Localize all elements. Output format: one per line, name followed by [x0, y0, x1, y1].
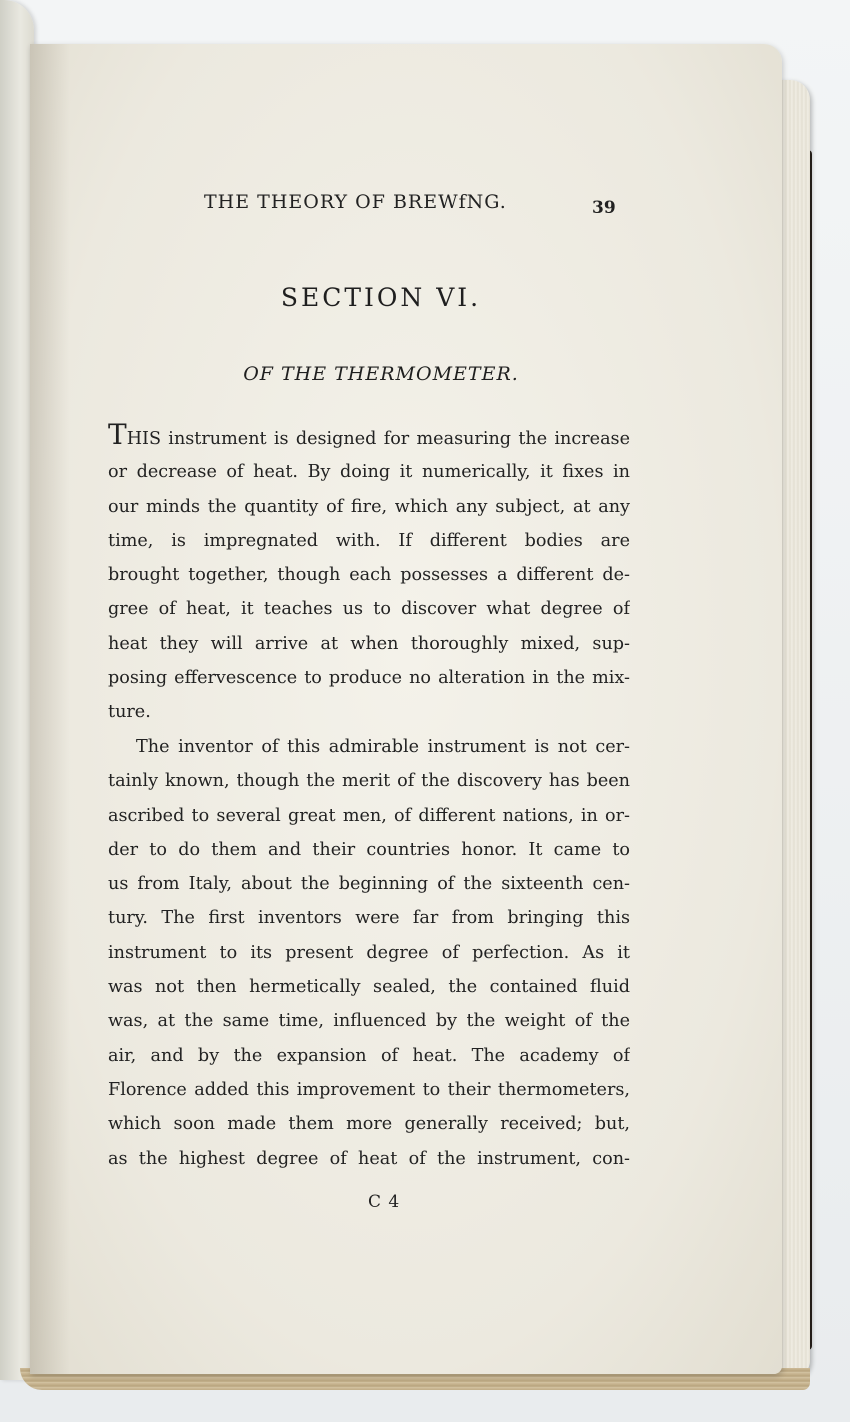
text-line: ascribed to several great men, of different nations, in or-: [108, 805, 630, 826]
facing-page-edge: [0, 0, 34, 1380]
text-line: brought together, though each possesses a different de-: [108, 565, 630, 586]
text-line: gree of heat, it teaches us to discover what degree of: [108, 599, 630, 620]
text-line: instrument to its present degree of perfection. As it: [108, 942, 630, 963]
paragraph-2: [108, 730, 630, 1176]
text-line: heat they will arrive at when thoroughly mixed, sup-: [108, 633, 630, 654]
text-line: us from Italy, about the beginning of the sixteenth cen-: [108, 874, 630, 895]
paragraph-1: [108, 421, 630, 730]
page-number: 39: [592, 198, 616, 218]
text-line: air, and by the expansion of heat. The academy of: [108, 1045, 630, 1066]
text-line: Florence added this improvement to their thermometers,: [108, 1079, 630, 1100]
text-line: The inventor of this admirable instrument is not cer-: [136, 737, 630, 757]
signature-mark: C 4: [368, 1192, 401, 1212]
text-line: as the highest degree of heat of the instrument, con-: [108, 1148, 630, 1169]
text-line: our minds the quantity of fire, which any subject, at any: [108, 496, 630, 517]
text-line: THIS instrument is designed for measuring the increase: [108, 421, 630, 455]
text-line: was not then hermetically sealed, the contained fluid: [108, 977, 630, 998]
text-line: was, at the same time, influenced by the weight of the: [108, 1011, 630, 1032]
section-title: SECTION VI.: [280, 283, 482, 312]
text-line: time, is impregnated with. If different bodies are: [108, 530, 630, 551]
gutter-shadow: [30, 44, 70, 1374]
text-line: tainly known, though the merit of the discovery has been: [108, 771, 630, 792]
text-line: or decrease of heat. By doing it numerically, it fixes in: [108, 462, 630, 483]
text-line: ture.: [108, 702, 151, 723]
text-line: which soon made them more generally received; but,: [108, 1114, 630, 1135]
drop-cap: T: [108, 421, 127, 451]
running-head: THE THEORY OF BREWfNG.: [204, 191, 507, 213]
text-line: der to do them and their countries honor. It came to: [108, 839, 630, 860]
section-subtitle: OF THE THERMOMETER.: [243, 363, 519, 385]
text-line: tury. The first inventors were far from bringing this: [108, 908, 630, 929]
text-line: posing effervescence to produce no alteration in the mix-: [108, 668, 630, 689]
